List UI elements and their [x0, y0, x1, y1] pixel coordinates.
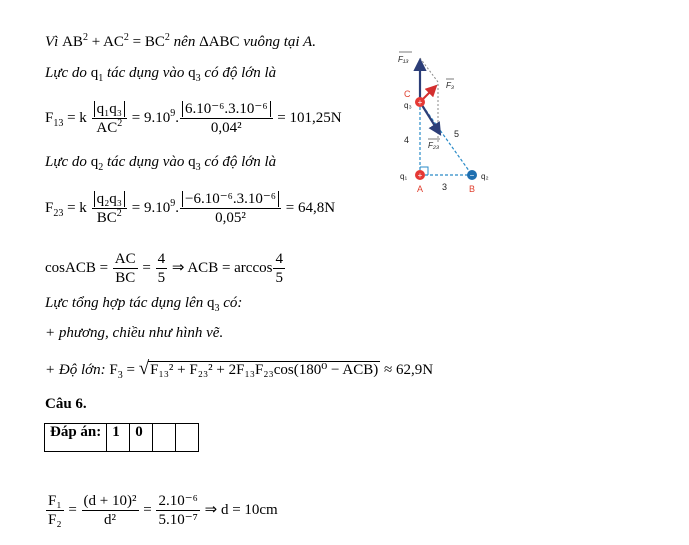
- minus-sign: −: [469, 171, 475, 180]
- label-F3: F₃: [446, 81, 455, 90]
- exponent: 2: [164, 32, 170, 43]
- text: + AC: [87, 34, 124, 50]
- force-diagram: [390, 40, 510, 200]
- formula-F3-magnitude: [45, 359, 433, 380]
- fraction: [82, 492, 139, 529]
- text: F: [45, 199, 54, 216]
- text: = 9.10: [128, 199, 171, 216]
- subscript: 3: [214, 303, 220, 314]
- text: ⇒ ACB = arccos: [168, 259, 273, 276]
- label-q3: q₃: [404, 101, 412, 110]
- denominator: d²: [104, 512, 117, 528]
- answer-cell: 0: [130, 424, 153, 452]
- label-side-4: 4: [404, 135, 410, 145]
- text: .: [175, 199, 179, 216]
- numerator: AC: [114, 251, 136, 267]
- line-force-q2-on-q3: [45, 152, 276, 172]
- denominator: BC: [96, 210, 117, 226]
- numerator: 2.10⁻⁶: [158, 493, 198, 509]
- text: + Độ lớn:: [45, 362, 110, 378]
- text: có độ lớn là: [200, 65, 277, 81]
- text: .: [175, 109, 179, 126]
- subscript: 3: [195, 73, 201, 84]
- formula-F13: [45, 100, 342, 137]
- fraction: [156, 250, 168, 287]
- charge-symbol: q: [188, 65, 196, 81]
- plus-sign: +: [417, 171, 423, 180]
- label-q1: q₁: [400, 172, 408, 181]
- text: Câu 6.: [45, 396, 87, 412]
- result: = 101,25N: [273, 109, 342, 126]
- denominator: 5: [157, 270, 166, 286]
- equation: [62, 34, 170, 50]
- subscript: 23: [53, 207, 64, 219]
- label-q2: q₂: [481, 172, 489, 181]
- subscript: 3: [195, 162, 201, 173]
- formula-cos-ACB: [45, 250, 286, 287]
- numerator: q₁q₃: [94, 101, 125, 117]
- charge-symbol: q: [207, 295, 215, 311]
- text: tác dụng vào: [103, 65, 189, 81]
- denominator: BC: [115, 270, 136, 286]
- denominator: F₂: [48, 512, 62, 528]
- numerator: (d + 10)²: [83, 493, 137, 509]
- text: có độ lớn là: [200, 154, 277, 170]
- text: = BC: [128, 34, 165, 50]
- text: + phương, chiều như hình vẽ.: [45, 325, 224, 341]
- plus-sign: +: [417, 98, 423, 107]
- fraction: [92, 190, 127, 227]
- text: F: [45, 109, 54, 126]
- text: Lực do: [45, 154, 91, 170]
- exponent: 9: [170, 107, 176, 119]
- text: = k: [63, 109, 87, 126]
- formula-F23: [45, 190, 335, 227]
- result: ⇒ d = 10cm: [200, 501, 278, 518]
- numerator: 4: [157, 251, 166, 267]
- charge-symbol: q: [188, 154, 196, 170]
- line-direction: [45, 323, 223, 343]
- text: =: [138, 259, 155, 276]
- text: Vì: [45, 34, 63, 50]
- text: Lực do: [45, 65, 91, 81]
- text: có:: [219, 295, 243, 311]
- vector-F23: [420, 102, 440, 134]
- charge-symbol: q: [90, 65, 99, 81]
- formula-force-ratio: [45, 492, 278, 529]
- label-B: B: [469, 184, 476, 194]
- answer-table: [44, 423, 199, 452]
- fraction: [113, 250, 138, 287]
- label-F13: F₁₃: [398, 55, 409, 64]
- denominator: AC: [96, 120, 118, 136]
- numerator: 4: [275, 251, 283, 267]
- answer-label: Đáp án:: [45, 424, 107, 452]
- text: =: [139, 501, 156, 518]
- label-C: C: [404, 89, 411, 99]
- exponent: 2: [82, 32, 88, 43]
- label-side-5: 5: [454, 129, 460, 139]
- fraction: [180, 100, 273, 137]
- numerator: q₂q₃: [94, 191, 125, 207]
- result: ≈ 62,9N: [380, 362, 434, 378]
- charge-symbol: q: [90, 154, 99, 170]
- denominator: 5: [275, 270, 283, 286]
- result: = 64,8N: [282, 199, 336, 216]
- denominator: 0,05²: [215, 210, 246, 226]
- text: = k: [63, 199, 87, 216]
- text: =: [64, 501, 81, 518]
- text: Lực tổng hợp tác dụng lên: [45, 295, 208, 311]
- numerator: 6.10⁻⁶.3.10⁻⁶: [182, 101, 271, 117]
- fraction: [92, 100, 127, 137]
- text: = 9.10: [128, 109, 171, 126]
- fraction: [180, 190, 281, 227]
- text: vuông tại A.: [243, 34, 316, 50]
- fraction: [273, 250, 285, 287]
- fraction: [156, 492, 199, 529]
- subscript: 13: [53, 117, 64, 129]
- line-resultant-force: [45, 293, 242, 313]
- exponent: 2: [123, 32, 129, 43]
- exponent: 2: [117, 118, 123, 129]
- exponent: 2: [116, 208, 122, 219]
- label-F23: F₂₃: [428, 141, 440, 150]
- answer-cell: [153, 424, 176, 452]
- triangle-symbol: ΔABC: [199, 34, 240, 50]
- denominator: 0,04²: [210, 120, 242, 136]
- text: AB: [62, 34, 83, 50]
- text: nên: [173, 34, 200, 50]
- denominator: 5.10⁻⁷: [158, 512, 198, 528]
- line-right-triangle: [45, 32, 316, 52]
- question-heading: [45, 394, 87, 414]
- sqrt-symbol: √: [138, 358, 150, 379]
- line-force-q1-on-q3: [45, 63, 276, 83]
- fraction: [46, 492, 64, 529]
- subscript: 2: [98, 162, 104, 173]
- numerator: −6.10⁻⁶.3.10⁻⁶: [182, 191, 279, 207]
- subscript: 3: [117, 370, 123, 381]
- dashed-helper-1: [420, 58, 438, 82]
- radicand: F₁₃² + F₂₃² + 2F₁₃F₂₃cos(180⁰ − ACB): [150, 362, 379, 378]
- text: tác dụng vào: [103, 154, 189, 170]
- text: =: [122, 362, 139, 378]
- numerator: F₁: [48, 493, 62, 509]
- answer-cell: 1: [107, 424, 130, 452]
- exponent: 9: [170, 197, 176, 209]
- label-A: A: [417, 184, 424, 194]
- subscript: 1: [98, 73, 104, 84]
- label-side-3: 3: [442, 182, 448, 192]
- answer-cell: [176, 424, 199, 452]
- text: cosACB =: [45, 259, 112, 276]
- text: F: [109, 362, 118, 378]
